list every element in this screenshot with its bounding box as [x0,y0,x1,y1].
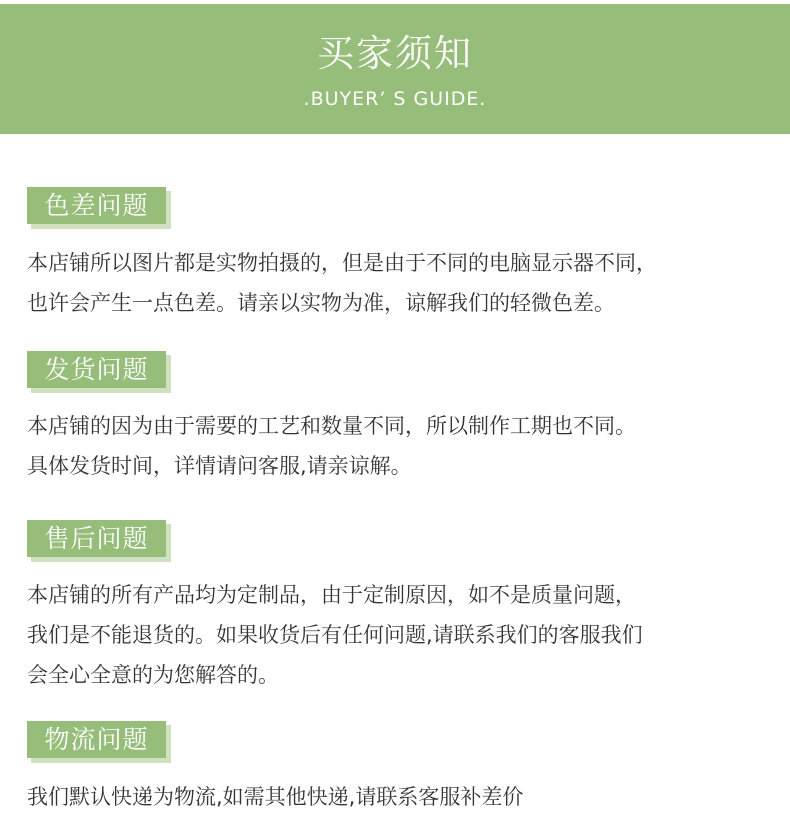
section-label: 售后问题 [27,520,166,557]
section-body [27,777,772,817]
section-label-tag [27,721,171,763]
body-line: 本店铺的所有产品均为定制品，由于定制原因，如不是质量问题， [27,583,636,607]
body-line: 具体发货时间，详情请问客服,请亲谅解。 [27,454,412,478]
section-label-tag [27,351,171,393]
body-line: 我们是不能退货的。如果收货后有任何问题,请联系我们的客服我们 [27,623,643,647]
section-body [27,575,772,695]
body-line: 本店铺所以图片都是实物拍摄的，但是由于不同的电脑显示器不同， [27,251,657,275]
header-banner [0,4,790,134]
section-label: 物流问题 [27,721,166,758]
body-line: 会全心全意的为您解答的。 [27,663,279,687]
page-subtitle: .BUYER’ S GUIDE. [303,88,487,110]
body-line: 本店铺的因为由于需要的工艺和数量不同，所以制作工期也不同。 [27,414,636,438]
section-label-tag [27,520,171,562]
body-line: 也许会产生一点色差。请亲以实物为准，谅解我们的轻微色差。 [27,291,615,315]
section-body [27,406,772,486]
section-label: 色差问题 [27,187,166,224]
section-label: 发货问题 [27,351,166,388]
section-body [27,243,772,323]
body-line: 我们默认快递为物流,如需其他快递,请联系客服补差价 [27,785,524,809]
section-label-tag [27,187,171,229]
page-title: 买家须知 [317,32,473,75]
